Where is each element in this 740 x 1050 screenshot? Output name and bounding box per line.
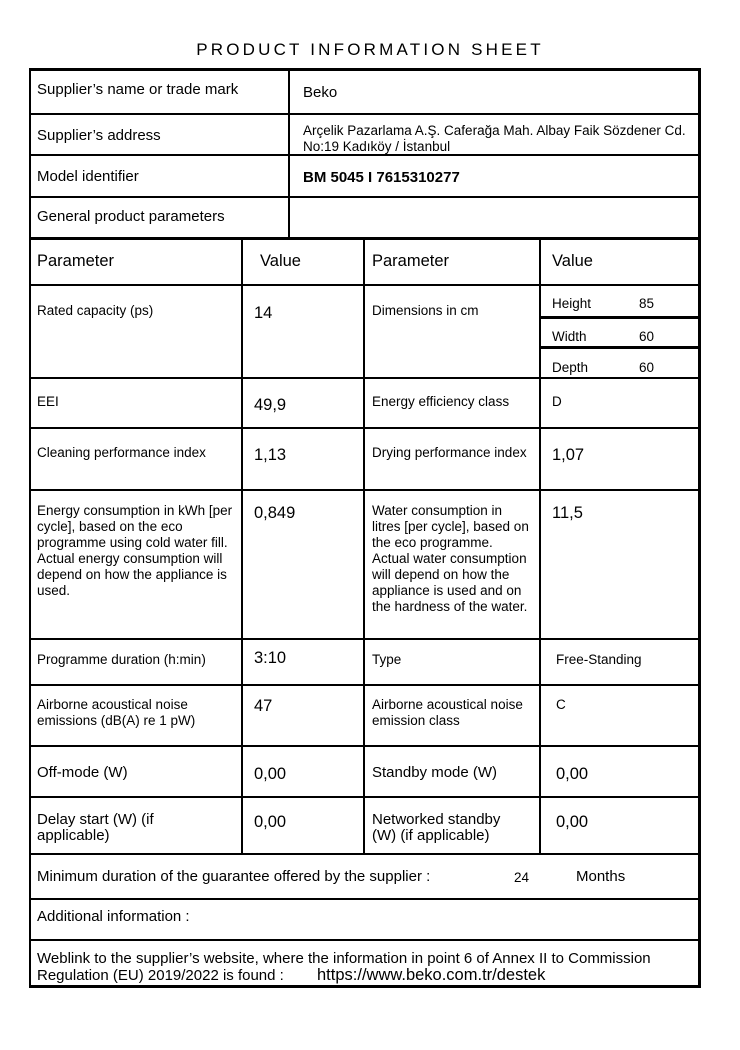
type-value: Free-Standing xyxy=(556,652,642,667)
delay-start-value: 0,00 xyxy=(254,813,287,831)
row-divider xyxy=(31,939,698,941)
eei-label: EEI xyxy=(37,394,59,409)
col-divider xyxy=(539,239,541,854)
guarantee-value: 24 xyxy=(514,870,530,885)
sheet-title: PRODUCT INFORMATION SHEET xyxy=(196,40,544,59)
header-parameter: Parameter xyxy=(372,252,450,270)
energy-consumption-value: 0,849 xyxy=(254,504,296,522)
additional-info-label: Additional information : xyxy=(37,908,190,925)
col-divider xyxy=(288,71,290,239)
water-consumption-value: 11,5 xyxy=(552,504,583,522)
supplier-address-value: Arçelik Pazarlama A.Ş. Caferağa Mah. Albay Faik Sözdener Cd. No:19 Kadıköy / İstanbul xyxy=(303,123,686,154)
delay-start-label: Delay start (W) (if applicable) xyxy=(37,811,154,844)
header-parameter: Parameter xyxy=(37,252,115,270)
row-divider xyxy=(31,898,698,900)
energy-consumption-label: Energy consumption in kWh [per cycle], based on the eco programme using cold water fill. Actual energy consumption will depend on how the appliance is used. xyxy=(37,503,233,598)
depth-value: 60 xyxy=(639,360,655,375)
eei-value: 49,9 xyxy=(254,396,287,414)
guarantee-label: Minimum duration of the guarantee offered by the supplier : xyxy=(37,868,431,885)
width-value: 60 xyxy=(639,329,655,344)
cleaning-index-label: Cleaning performance index xyxy=(37,445,206,460)
product-information-table xyxy=(29,68,701,988)
weblink-label-line1: Weblink to the supplier’s website, where the information in point 6 of Annex II to Commission xyxy=(37,950,651,967)
energy-class-label: Energy efficiency class xyxy=(372,394,510,409)
row-divider xyxy=(31,113,698,115)
row-divider xyxy=(31,196,698,198)
networked-standby-label: Networked standby (W) (if applicable) xyxy=(372,811,501,844)
dim-divider xyxy=(541,316,698,319)
standby-mode-value: 0,00 xyxy=(556,765,589,783)
header-value: Value xyxy=(552,252,593,270)
model-identifier-label: Model identifier xyxy=(37,168,139,185)
height-label: Height xyxy=(552,296,592,311)
dim-divider xyxy=(541,346,698,349)
model-identifier-value: BM 5045 I 7615310277 xyxy=(303,169,460,186)
off-mode-label: Off-mode (W) xyxy=(37,764,128,781)
drying-index-label: Drying performance index xyxy=(372,445,527,460)
supplier-weblink[interactable]: https://www.beko.com.tr/destek xyxy=(317,966,546,984)
guarantee-unit: Months xyxy=(576,868,626,885)
noise-emissions-value: 47 xyxy=(254,697,273,715)
noise-class-value: C xyxy=(556,697,566,712)
noise-class-label: Airborne acoustical noise emission class xyxy=(372,697,523,728)
off-mode-value: 0,00 xyxy=(254,765,287,783)
supplier-address-label: Supplier’s address xyxy=(37,127,161,144)
col-divider xyxy=(241,239,243,854)
type-label: Type xyxy=(372,652,402,667)
rated-capacity-value: 14 xyxy=(254,304,273,322)
depth-label: Depth xyxy=(552,360,589,375)
drying-index-value: 1,07 xyxy=(552,446,585,464)
noise-emissions-label: Airborne acoustical noise emissions (dB(A) re 1 pW) xyxy=(37,697,196,728)
weblink-label-line2: Regulation (EU) 2019/2022 is found : xyxy=(37,967,284,984)
water-consumption-label: Water consumption in litres [per cycle], based on the eco programme. Actual water consumption will depend on how the appliance is used and on the hardness of the water. xyxy=(372,503,529,614)
programme-duration-value: 3:10 xyxy=(254,649,287,667)
cleaning-index-value: 1,13 xyxy=(254,446,287,464)
supplier-name-label: Supplier’s name or trade mark xyxy=(37,81,239,98)
width-label: Width xyxy=(552,329,587,344)
header-value: Value xyxy=(260,252,301,270)
programme-duration-label: Programme duration (h:min) xyxy=(37,652,206,667)
standby-mode-label: Standby mode (W) xyxy=(372,764,498,781)
col-divider xyxy=(363,239,365,854)
networked-standby-value: 0,00 xyxy=(556,813,589,831)
height-value: 85 xyxy=(639,296,655,311)
general-parameters-label: General product parameters xyxy=(37,208,225,225)
energy-class-value: D xyxy=(552,394,562,409)
supplier-name-value: Beko xyxy=(303,84,338,101)
dimensions-label: Dimensions in cm xyxy=(372,303,479,318)
rated-capacity-label: Rated capacity (ps) xyxy=(37,303,154,318)
